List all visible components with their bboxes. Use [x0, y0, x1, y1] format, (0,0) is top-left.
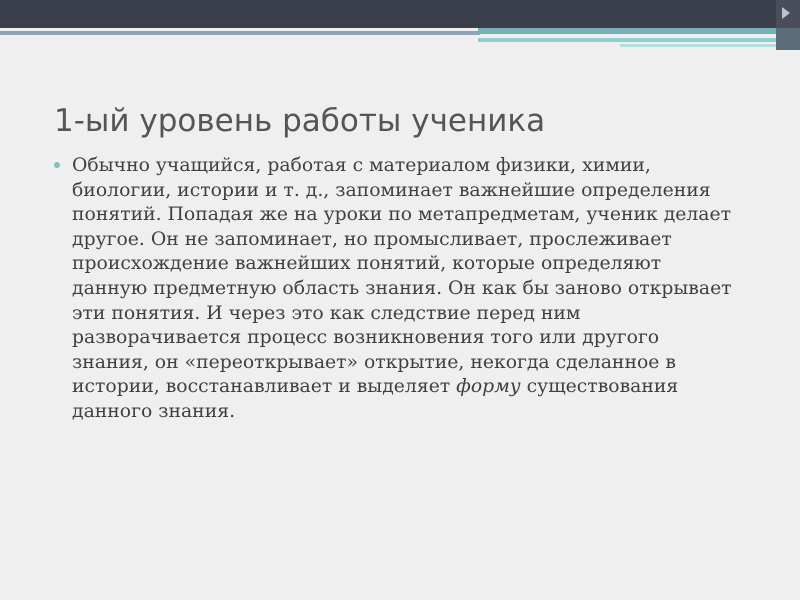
chevron-right-icon	[782, 7, 790, 19]
decorative-stripe	[0, 31, 480, 35]
slide-title: 1-ый уровень работы ученика	[54, 103, 546, 139]
top-band	[0, 0, 800, 28]
bullet-text-end: существования данного знания.	[72, 376, 679, 422]
bullet-text-emphasis: форму	[456, 376, 521, 398]
slide-body	[54, 154, 738, 425]
bullet-dot-icon	[54, 162, 60, 168]
bullet-text-main: Обычно учащийся, работая с материалом физики, химии, биологии, истории и т. д., запоминает важнейшие определения понятий. Попадая же на уроки по метапредметам, ученик делает другое. Он не запоминает, но промысливает, прослеживает происхождение важнейших понятий, которые определяют данную предметную область знания. Он как бы заново открывает эти понятия. И через это как следствие перед ним разворачивается процесс возникновения того или другого знания, он «переоткрывает» открытие, некогда сделанное в истории, восстанавливает и выделяет	[72, 155, 732, 398]
decorative-stripe	[776, 28, 800, 50]
decorative-stripe	[478, 38, 800, 42]
bullet-text	[72, 154, 738, 425]
decorative-stripe	[478, 28, 800, 34]
decorative-stripe	[620, 44, 800, 47]
bullet-item	[54, 154, 738, 425]
